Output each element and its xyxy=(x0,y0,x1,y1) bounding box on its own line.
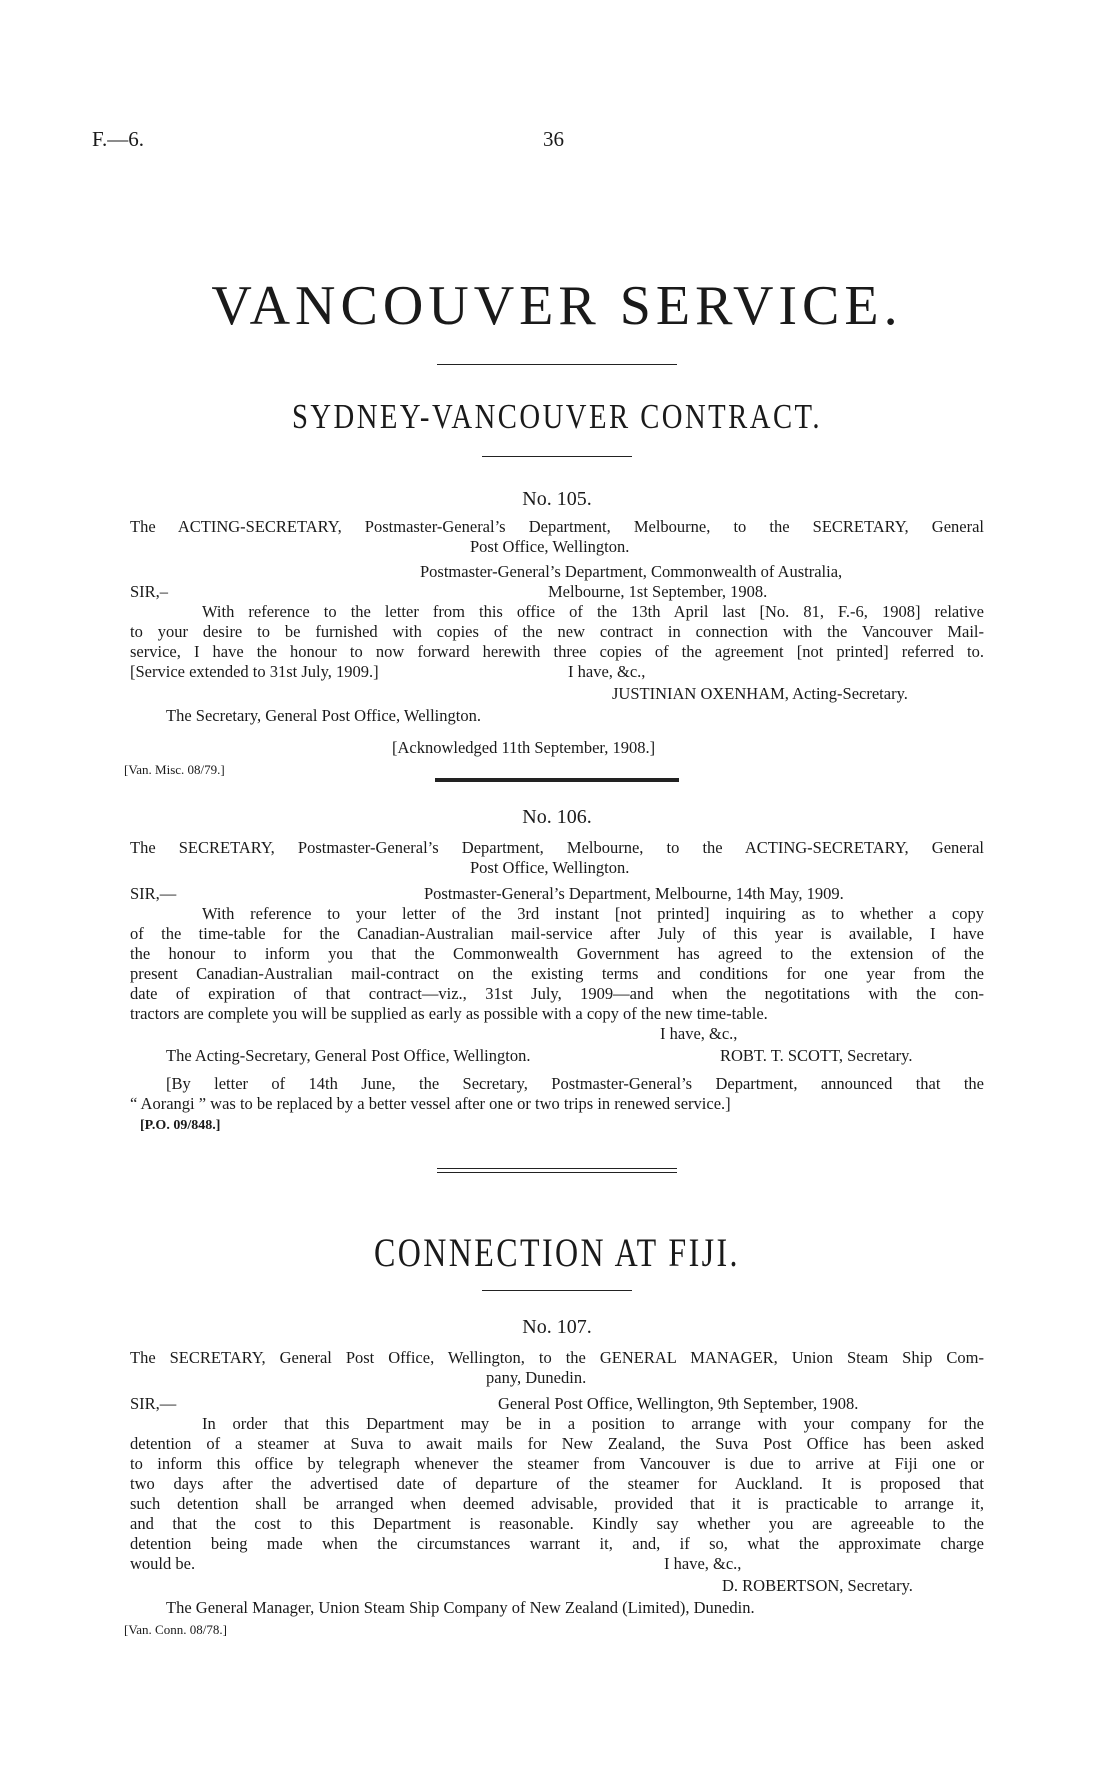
letter-105-recipient: The Secretary, General Post Office, Wellington. xyxy=(166,706,481,725)
letter-106-body-line: tractors are complete you will be supplied as early as possible with a copy of the new time-table. xyxy=(130,1004,768,1023)
letter-105-address-line: The ACTING-SECRETARY, Postmaster-General’s Department, Melbourne, to the SECRETARY, General xyxy=(130,517,984,536)
letter-106-number: No. 106. xyxy=(522,806,592,828)
letter-106-address-line: The SECRETARY, Postmaster-General’s Department, Melbourne, to the ACTING-SECRETARY, General xyxy=(130,838,984,857)
section-title-sydney-vancouver: SYDNEY-VANCOUVER CONTRACT. xyxy=(291,397,823,436)
letter-106-note-line: [By letter of 14th June, the Secretary, Postmaster-General’s Department, announced that the xyxy=(166,1074,984,1093)
letter-107-address-line: pany, Dunedin. xyxy=(486,1368,587,1387)
letter-105-note: [Service extended to 31st July, 1909.] xyxy=(130,662,379,681)
letter-106-salutation: SIR,— xyxy=(130,884,177,903)
section-rule xyxy=(482,1290,632,1291)
section-rule xyxy=(482,456,632,457)
letter-106-body-line: date of expiration of that contract—viz., 31st July, 1909—and when the negotitations with the con- xyxy=(130,984,984,1003)
letter-107-sender: General Post Office, Wellington, 9th September, 1908. xyxy=(498,1394,859,1413)
page-number: 36 xyxy=(543,127,564,151)
letter-105-acknowledged: [Acknowledged 11th September, 1908.] xyxy=(392,738,656,757)
letter-107-body-line: two days after the advertised date of departure of the steamer for Auckland. It is proposed that xyxy=(130,1474,984,1493)
letter-107-closing: I have, &c., xyxy=(664,1554,742,1573)
title-rule xyxy=(437,364,677,365)
double-rule-bottom xyxy=(437,1172,677,1173)
letter-105-signature: JUSTINIAN OXENHAM, Acting-Secretary. xyxy=(612,684,908,703)
letter-107-body-line: detention of a steamer at Suva to await mails for New Zealand, the Suva Post Office has been asked xyxy=(130,1434,984,1453)
letter-106-closing: I have, &c., xyxy=(660,1024,738,1043)
letter-107-recipient: The General Manager, Union Steam Ship Company of New Zealand (Limited), Dunedin. xyxy=(166,1598,755,1617)
letter-106-body-line: of the time-table for the Canadian-Australian mail-service after July of this year is available, I have xyxy=(130,924,984,943)
section-title-fiji: CONNECTION AT FIJI. xyxy=(374,1230,740,1275)
letter-105-body-line: service, I have the honour to now forward herewith three copies of the agreement [not printed] referred to. xyxy=(130,642,984,661)
letter-107-last-line: would be. xyxy=(130,1554,196,1573)
letter-106-recipient: The Acting-Secretary, General Post Office, Wellington. xyxy=(166,1046,531,1065)
letter-105-body-line: With reference to the letter from this office of the 13th April last [No. 81, F.-6, 1908] relative xyxy=(202,602,984,621)
letter-105-closing: I have, &c., xyxy=(568,662,646,681)
letter-105-reference: [Van. Misc. 08/79.] xyxy=(124,762,225,777)
letter-107-reference: [Van. Conn. 08/78.] xyxy=(124,1622,227,1637)
letter-107-address-line: The SECRETARY, General Post Office, Wellington, to the GENERAL MANAGER, Union Steam Ship Com- xyxy=(130,1348,984,1367)
letter-105-salutation: SIR,– xyxy=(130,582,169,601)
letter-106-note-line: “ Aorangi ” was to be replaced by a better vessel after one or two trips in renewed service.] xyxy=(130,1094,731,1113)
letter-107-body-line: and that the cost to this Department is reasonable. Kindly say whether you are agreeable to the xyxy=(130,1514,984,1533)
letter-107-signature: D. ROBERTSON, Secretary. xyxy=(722,1576,913,1595)
letter-105-sender-line: Melbourne, 1st September, 1908. xyxy=(548,582,768,601)
double-rule-top xyxy=(437,1168,677,1169)
letter-105-address-line: Post Office, Wellington. xyxy=(470,537,630,556)
letter-106-address-line: Post Office, Wellington. xyxy=(470,858,630,877)
letter-107-salutation: SIR,— xyxy=(130,1394,177,1413)
letter-107-body-line: such detention shall be arranged when deemed advisable, provided that it is practicable to arrange it, xyxy=(130,1494,984,1513)
letter-105-sender-line: Postmaster-General’s Department, Commonwealth of Australia, xyxy=(420,562,843,581)
letter-107-body-line: to inform this office by telegraph whenever the steamer from Vancouver is due to arrive at Fiji one or xyxy=(130,1454,984,1473)
letter-106-body-line: With reference to your letter of the 3rd instant [not printed] inquiring as to whether a copy xyxy=(202,904,984,923)
report-code: F.—6. xyxy=(92,127,144,151)
letter-106-body-line: present Canadian-Australian mail-contract on the existing terms and conditions for one year from the xyxy=(130,964,984,983)
letter-106-signature: ROBT. T. SCOTT, Secretary. xyxy=(720,1046,913,1065)
letter-105-number: No. 105. xyxy=(522,488,592,510)
letter-105-body-line: to your desire to be furnished with copies of the new contract in connection with the Vancouver Mail- xyxy=(130,622,984,641)
letter-106-body-line: the honour to inform you that the Commonwealth Government has agreed to the extension of the xyxy=(130,944,984,963)
letter-106-sender: Postmaster-General’s Department, Melbourne, 14th May, 1909. xyxy=(424,884,844,903)
letter-107-number: No. 107. xyxy=(522,1316,592,1338)
letter-107-body-line: detention being made when the circumstances warrant it, and, if so, what the approximate charge xyxy=(130,1534,984,1553)
main-title: VANCOUVER SERVICE. xyxy=(211,275,903,337)
letter-107-body-line: In order that this Department may be in a position to arrange with your company for the xyxy=(202,1414,984,1433)
letter-106-reference: [P.O. 09/848.] xyxy=(140,1118,221,1133)
thick-rule xyxy=(435,778,679,782)
